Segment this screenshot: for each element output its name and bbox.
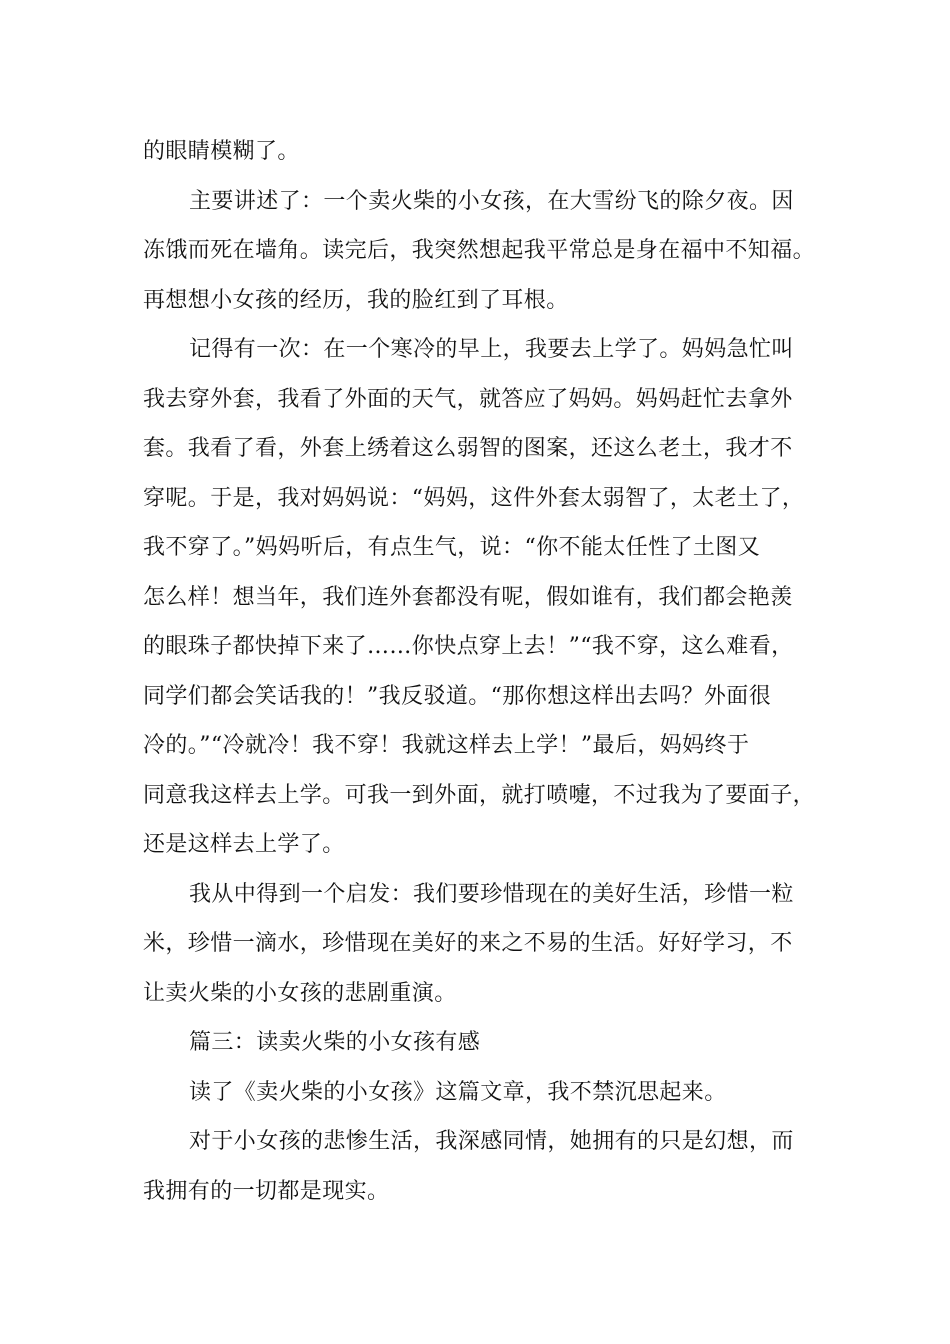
text-line: 冻饿而死在墙角。读完后，我突然想起我平常总是身在福中不知福。 [143, 238, 816, 263]
text-line: 怎么样！想当年，我们连外套都没有呢，假如谁有，我们都会艳羡 [143, 584, 793, 610]
text-line: 套。我看了看，外套上绣着这么弱智的图案，还这么老土，我才不 [143, 436, 793, 461]
document-body [143, 127, 823, 1216]
text-line: 同意我这样去上学。可我一到外面，就打喷嚏，不过我为了要面子， [143, 782, 816, 808]
text-line: 还是这样去上学了。 [143, 832, 345, 857]
text-line: 同学们都会笑话我的！”我反驳道。“那你想这样出去吗？外面很 [143, 683, 772, 709]
paragraph-start-line: 记得有一次：在一个寒冷的早上，我要去上学了。妈妈急忙叫 [189, 337, 794, 362]
text-line: 让卖火柴的小女孩的悲剧重演。 [143, 980, 457, 1006]
text-line: 冷的。”“冷就冷！我不穿！我就这样去上学！”最后，妈妈终于 [143, 733, 750, 758]
text-line: 米，珍惜一滴水，珍惜现在美好的来之不易的生活。好好学习，不 [143, 931, 793, 956]
text-line: 再想想小女孩的经历，我的脸红到了耳根。 [143, 287, 569, 313]
paragraph-start-line: 主要讲述了：一个卖火柴的小女孩，在大雪纷飞的除夕夜。因 [189, 188, 794, 214]
section-heading: 篇三：读卖火柴的小女孩有感 [189, 1030, 481, 1055]
text-line: 我去穿外套，我看了外面的天气，就答应了妈妈。妈妈赶忙去拿外 [143, 386, 793, 412]
text-line: 穿呢。于是，我对妈妈说：“妈妈，这件外套太弱智了，太老土了， [143, 485, 805, 511]
text-line: 的眼珠子都快掉下来了……你快点穿上去！”“我不穿，这么难看， [143, 634, 794, 659]
paragraph-start-line: 对于小女孩的悲惨生活，我深感同情，她拥有的只是幻想，而 [189, 1129, 794, 1154]
text-line: 我拥有的一切都是现实。 [143, 1178, 390, 1204]
paragraph-start-line: 读了《卖火柴的小女孩》这篇文章，我不禁沉思起来。 [189, 1079, 727, 1105]
paragraph-start-line: 我从中得到一个启发：我们要珍惜现在的美好生活，珍惜一粒 [189, 881, 794, 907]
text-line: 我不穿了。”妈妈听后，有点生气，说：“你不能太任性了土图又 [143, 535, 761, 560]
text-line: 的眼睛模糊了。 [143, 139, 300, 164]
